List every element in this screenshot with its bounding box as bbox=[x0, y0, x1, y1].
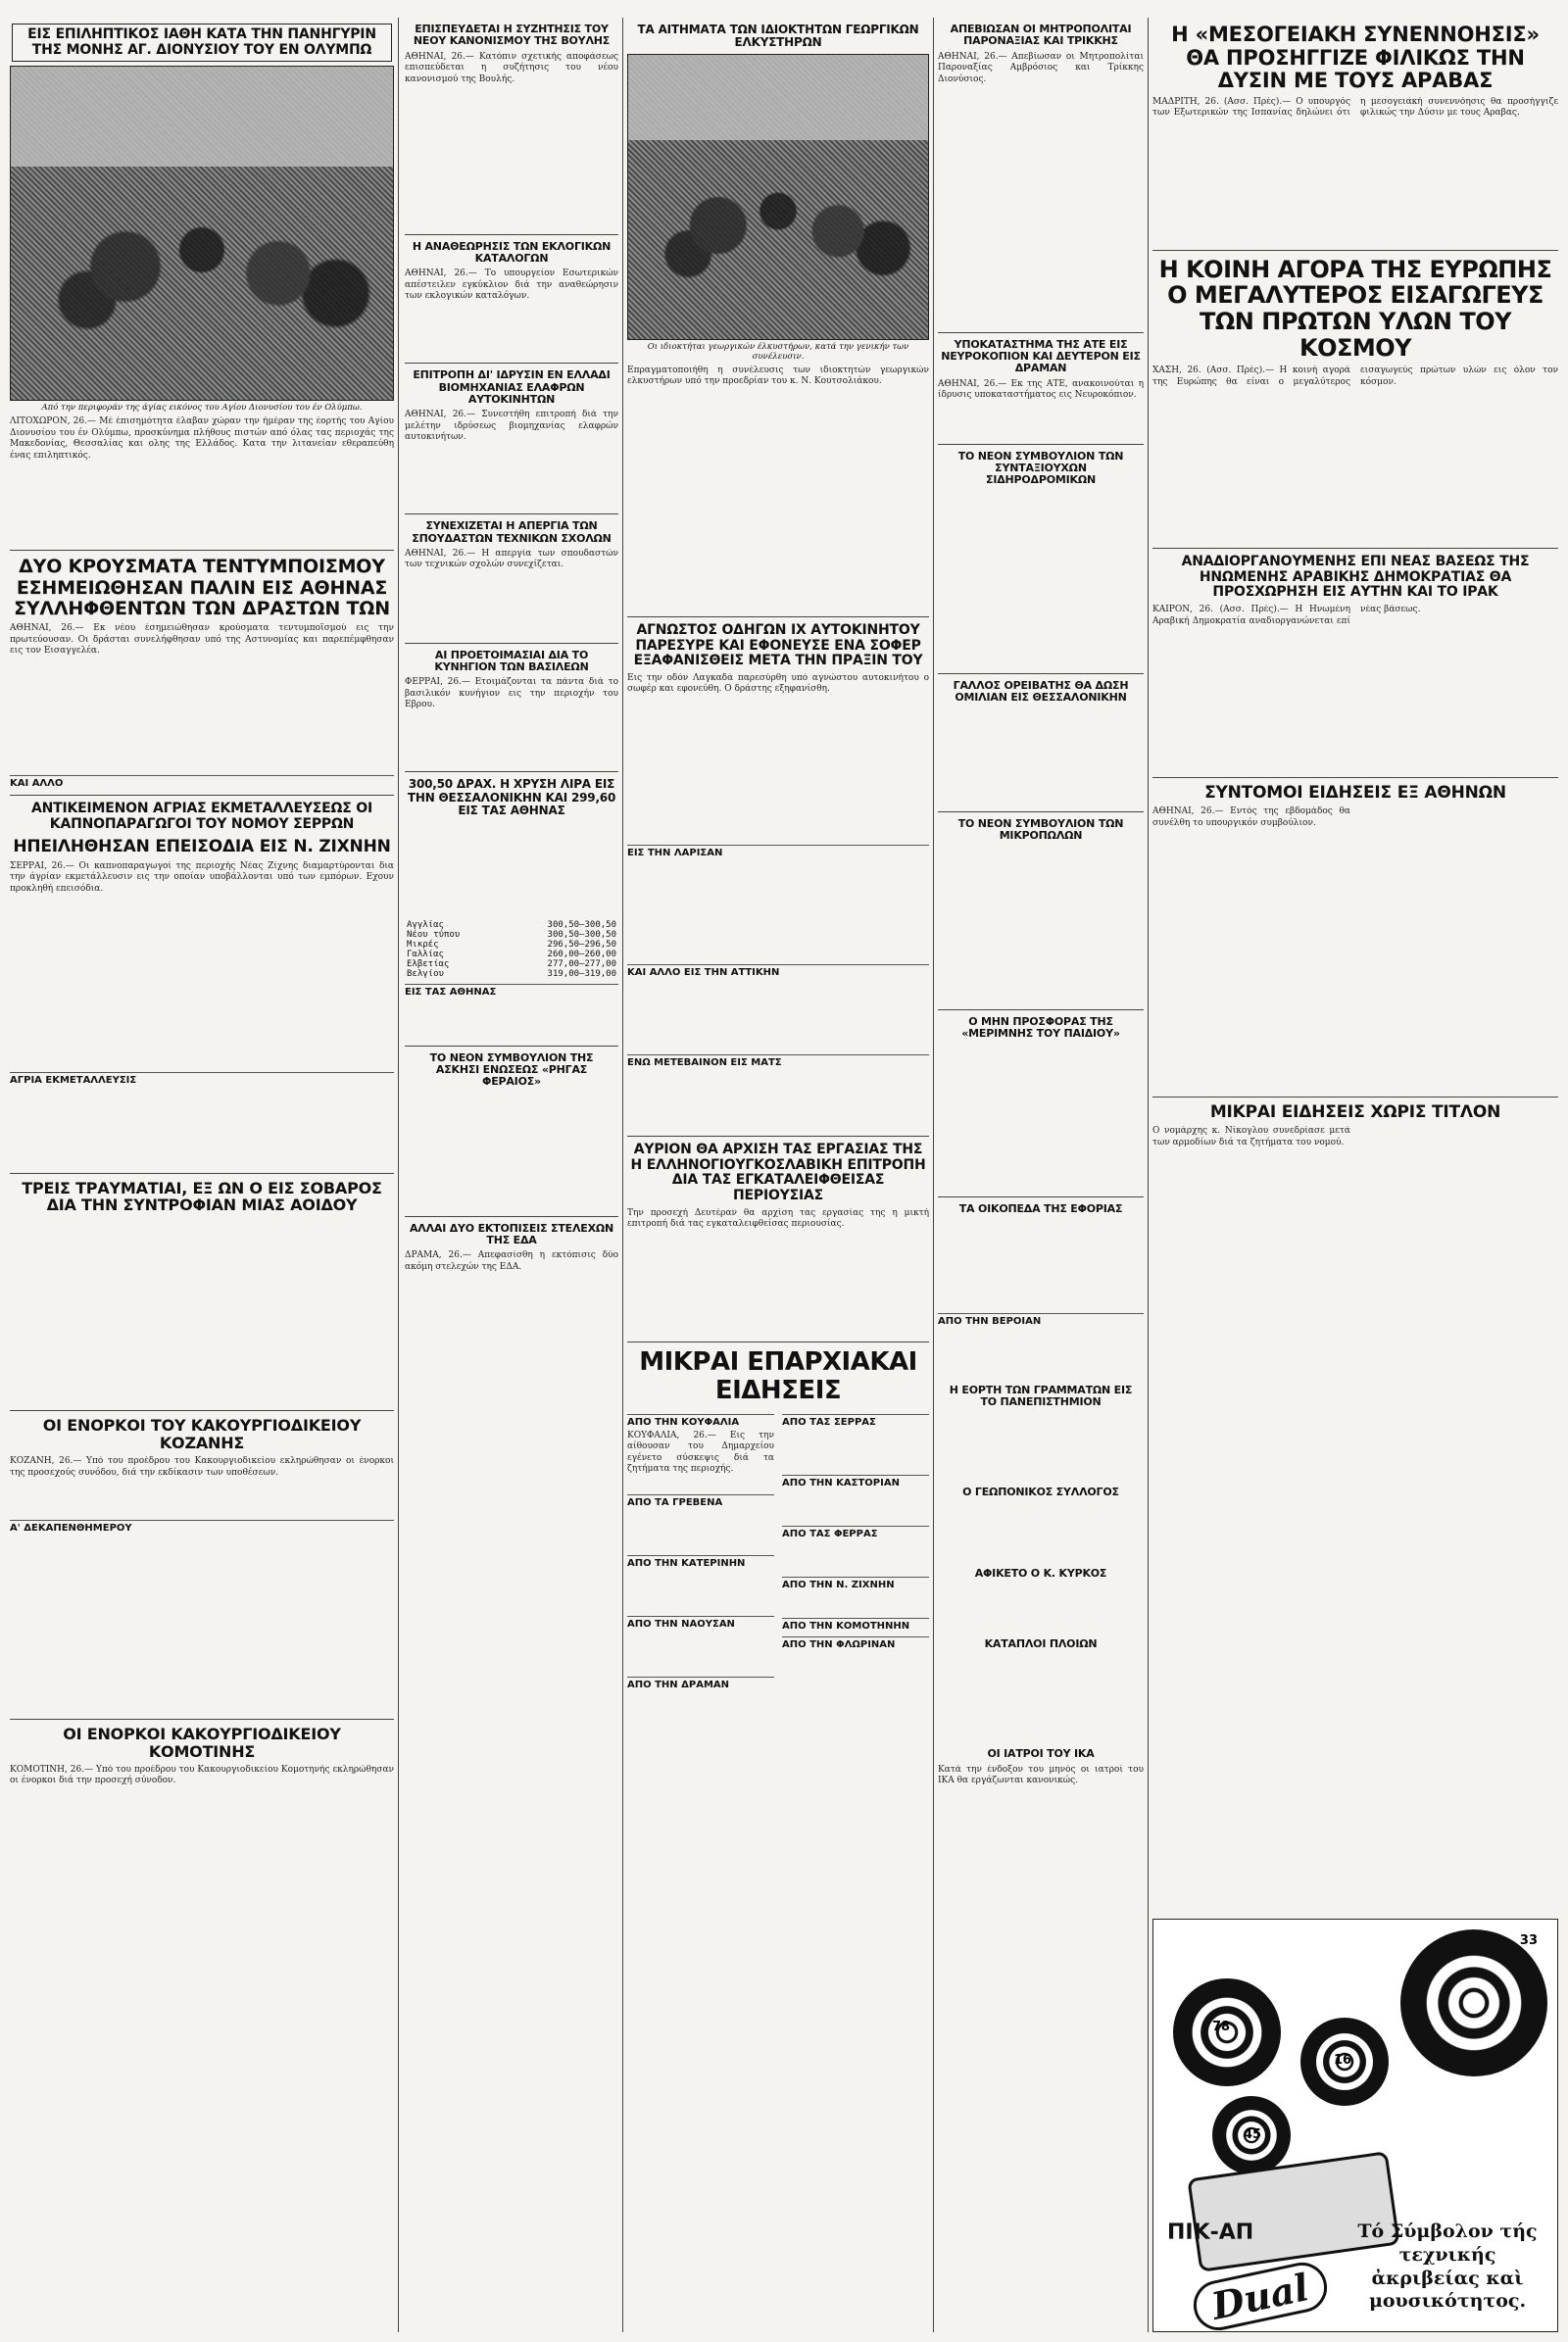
article-body: ΧΑΣΗ, 26. (Ασσ. Πρές).— Η κοινή αγορά της Ευρώπης θα είναι ο μεγαλύτερος εισαγωγεύς πρώτων υλών εις όλον τον κόσμον. bbox=[1152, 366, 1558, 387]
article-body: ΑΘΗΝΑΙ, 26.— Απεβίωσαν οι Μητροπολίται Παροναξίας Αμβρόσιος και Τρίκκης Διονύσιος. bbox=[938, 51, 1144, 84]
article-body bbox=[938, 1412, 1144, 1481]
article-body bbox=[10, 1218, 394, 1404]
headline-kyrkos: ΑΦΙΚΕΤΟ Ο Κ. ΚΥΡΚΟΣ bbox=[974, 1566, 1107, 1580]
article-body bbox=[10, 1537, 394, 1713]
column-rule bbox=[622, 18, 623, 2332]
price-row: Γαλλίας 260,00—260,00 bbox=[407, 949, 616, 959]
article-body: ΦΕΡΡΑΙ, 26.— Ετοιμάζονται τα πάντα διά το βασιλικόν κυνήγιον εις την περιοχήν του Εβρου. bbox=[405, 677, 618, 710]
article-body: ΑΘΗΝΑΙ, 26.— Κατόπιν σχετικής αποφάσεως επισπεύδεται η συζήτησις του νέου κανονισμού της Βουλής. bbox=[405, 51, 618, 84]
article-body bbox=[938, 1584, 1144, 1633]
article-body bbox=[938, 847, 1144, 1003]
article-body bbox=[627, 861, 929, 959]
article-body: ΚΟΥΦΑΛΙΑ, 26.— Εις την αίθουσαν του Δημαρχείου εγένετο σύσκεψις διά τα ζητήματα της περιοχής. bbox=[627, 1430, 774, 1475]
headline-rigas: ΤΟ ΝΕΟΝ ΣΥΜΒΟΥΛΙΟΝ ΤΗΣ ΑΣΚΗΣΙ ΕΝΩΣΕΩΣ «ΡΗΓΑΣ ΦΕΡΑΙΟΣ» bbox=[429, 1050, 594, 1089]
article-body bbox=[782, 1542, 929, 1572]
headline-agronomists: Ο ΓΕΩΠΟΝΙΚΟΣ ΣΥΛΛΟΓΟΣ bbox=[962, 1486, 1119, 1499]
subhead: ΑΠΟ ΤΗΝ ΦΛΩΡΙΝΑΝ bbox=[782, 1636, 929, 1650]
article-body bbox=[405, 822, 618, 920]
column-5 bbox=[1152, 18, 1558, 2332]
article-body: ΑΘΗΝΑΙ, 26.— Εντός της εβδομάδος θα συνέλθη το υπουργικόν συμβούλιον. bbox=[1152, 806, 1350, 828]
article-body bbox=[938, 1044, 1144, 1191]
column-3 bbox=[627, 18, 929, 2332]
photo-caption: Από την περιφοράν της άγίας εικόνος του Αγίου Διονυσίου του έν Ολύμπω. bbox=[41, 403, 363, 414]
headline-metropolitans: ΑΠΕΒΙΩΣΑΝ ΟΙ ΜΗΤΡΟΠΟΛΙΤΑΙ ΠΑΡΟΝΑΞΙΑΣ ΚΑΙ ΤΡΙΚΚΗΣ bbox=[950, 23, 1132, 48]
article-body: ΚΟΖΑΝΗ, 26.— Υπό του προέδρου του Κακουργιοδικείου εκληρώθησαν οι ένορκοι της προσεχούς συνόδου, διά την εκδίκασιν των υποθέσεων. bbox=[10, 1456, 394, 1478]
subhead: ΑΠΟ ΤΗΝ Ν. ΖΙΧΝΗΝ bbox=[782, 1577, 929, 1590]
article-body bbox=[938, 1503, 1144, 1562]
headline-child-care: Ο ΜΗΝ ΠΡΟΣΦΟΡΑΣ ΤΗΣ «ΜΕΡΙΜΝΗΣ ΤΟΥ ΠΑΙΔΙΟΥ» bbox=[961, 1014, 1120, 1041]
speed-label: 45 bbox=[1244, 2127, 1262, 2142]
headline-hunt: ΑΙ ΠΡΟΕΤΟΙΜΑΣΙΑΙ ΔΙΑ ΤΟ ΚΥΝΗΓΙΟΝ ΤΩΝ ΒΑΣΙΛΕΩΝ bbox=[434, 648, 589, 674]
column-rule bbox=[1148, 18, 1149, 2332]
column-1 bbox=[10, 18, 394, 2332]
subhead: ΑΠΟ ΤΗΝ ΚΟΜΟΤΗΝΗΝ bbox=[782, 1618, 929, 1632]
article-body bbox=[938, 1220, 1144, 1308]
price-row: Αγγλίας 300,50—300,50 bbox=[407, 919, 616, 930]
speed-label: 33 bbox=[1519, 1933, 1538, 1948]
headline-athens-briefs: ΣΥΝΤΟΜΟΙ ΕΙΔΗΣΕΙΣ ΕΞ ΑΘΗΝΩΝ bbox=[1204, 783, 1506, 804]
article-body: Ο νομάρχης κ. Νίκογλου συνεδρίασε μετά των αρμοδίων διά τα ζητήματα του νομού. bbox=[1152, 1126, 1350, 1147]
headline-zichni: ΗΠΕΙΛΗΘΗΣΑΝ ΕΠΕΙΣΟΔΙΑ ΕΙΣ Ν. ΖΙΧΝΗΝ bbox=[13, 837, 391, 857]
record-disc-icon bbox=[1400, 1929, 1547, 2076]
column-rule bbox=[398, 18, 399, 2332]
column-2 bbox=[405, 18, 618, 2332]
headline-retailers: ΤΟ ΝΕΟΝ ΣΥΜΒΟΥΛΙΟΝ ΤΩΝ ΜΙΚΡΟΠΩΛΩΝ bbox=[957, 817, 1124, 843]
headline-eda: ΑΛΛΑΙ ΔΥΟ ΕΚΤΟΠΙΣΕΙΣ ΣΤΕΛΕΧΩΝ ΤΗΣ ΕΔΑ bbox=[409, 1221, 614, 1246]
headline-ship-arrivals: ΚΑΤΑΠΛΟΙ ΠΛΟΙΩΝ bbox=[984, 1636, 1098, 1650]
column-rule bbox=[933, 18, 934, 2332]
headline-cars: ΕΠΙΤΡΟΠΗ ΔΙ' ΙΔΡΥΣΙΝ ΕΝ ΕΛΛΑΔΙ ΒΙΟΜΗΧΑΝΙΑΣ ΕΛΑΦΡΩΝ ΑΥΤΟΚΙΝΗΤΩΝ bbox=[413, 368, 611, 406]
headline-railway-pensioners: ΤΟ ΝΕΟΝ ΣΥΜΒΟΥΛΙΟΝ ΤΩΝ ΣΥΝΤΑΞΙΟΥΧΩΝ ΣΙΔΗΡΟΔΡΟΜΙΚΩΝ bbox=[957, 449, 1124, 487]
subhead: ΚΑΙ ΑΛΛΟ ΕΙΣ ΤΗΝ ΑΤΤΙΚΗΝ bbox=[627, 964, 929, 978]
subhead: ΑΠΟ ΤΗΝ ΒΕΡΟΙΑΝ bbox=[938, 1313, 1144, 1327]
headline-parliament: ΕΠΙΣΠΕΥΔΕΤΑΙ Η ΣΥΖΗΤΗΣΙΣ ΤΟΥ ΝΕΟΥ ΚΑΝΟΝΙΣΜΟΥ ΤΗΣ ΒΟΥΛΗΣ bbox=[413, 23, 611, 48]
article-body bbox=[782, 1593, 929, 1613]
article-body: ΚΑΪΡΟΝ, 26. (Ασσ. Πρές).— Η Ηνωμένη Αραβική Δημοκρατία αναδιοργανώνεται επί νέας βάσεως. bbox=[1152, 605, 1421, 626]
article-body: ΑΘΗΝΑΙ, 26.— Συνεστήθη επιτροπή διά την μελέτην ιδρύσεως βιομηχανίας ελαφρών αυτοκινήτων. bbox=[405, 410, 618, 443]
article-body: ΑΘΗΝΑΙ, 26.— Το υπουργείον Εσωτερικών απέστειλεν εγκύκλιον διά την αναθεώρησιν των εκλογικών καταλόγων. bbox=[405, 268, 618, 302]
headline-injured: ΤΡΕΙΣ ΤΡΑΥΜΑΤΙΑΙ, ΕΞ ΩΝ Ο ΕΙΣ ΣΟΒΑΡΟΣ ΔΙΑ ΤΗΝ ΣΥΝΤΡΟΦΙΑΝ ΜΙΑΣ ΑΟΙΔΟΥ bbox=[22, 1178, 382, 1215]
subhead: ΑΠΟ ΤΗΝ ΔΡΑΜΑΝ bbox=[627, 1677, 774, 1690]
column-4 bbox=[938, 18, 1144, 2332]
subhead: ΑΠΟ ΤΗΝ ΚΟΥΦΑΛΙΑ bbox=[627, 1414, 774, 1428]
subhead: ΑΠΟ ΤΗΝ ΚΑΣΤΟΡΙΑΝ bbox=[782, 1475, 929, 1488]
headline-gold: 300,50 ΔΡΑΧ. Η ΧΡΥΣΗ ΛΙΡΑ ΕΙΣ ΤΗΝ ΘΕΣΣΑΛΟΝΙΚΗΝ ΚΑΙ 299,60 ΕΙΣ ΤΑΣ ΑΘΗΝΑΣ bbox=[407, 777, 616, 818]
subhead: ΕΝΩ ΜΕΤΕΒΑΙΝΟΝ ΕΙΣ ΜΑΤΣ bbox=[627, 1054, 929, 1068]
article-body bbox=[782, 1431, 929, 1470]
article-body: ΣΕΡΡΑΙ, 26.— Οι καπνοπαραγωγοί της περιοχής Νέας Ζίχνης διαμαρτύρονται δια την άγρίαν εκμετάλλευσιν εις την οποίαν υποβάλλονται υπό των εμπόρων. Εχουν προκληθή επεισόδια. bbox=[10, 860, 394, 894]
article-body: Κατά την ένδοξον του μηνός οι ιατροί του ΙΚΑ θα εργάζωνται κανονικώς. bbox=[938, 1764, 1144, 1786]
subhead: ΑΠΟ ΤΑ ΓΡΕΒΕΝΑ bbox=[627, 1494, 774, 1508]
article-body: ΛΙΤΟΧΩΡΟΝ, 26.— Μέ έπισημότητα έλαβαν χώραν την ήμέραν της έορτής του Αγίου Διονυσίου του έν Ολύμπω, προσκύνημα πλήθους πιστών από όλας τας περιοχάς της Μακεδονίας, Θεσσαλίας και ολης της Ελλάδος. Κατα την λιτανείαν εθεραπεύθη ένας επιληπτικός. bbox=[10, 416, 394, 461]
article-body bbox=[627, 1511, 774, 1550]
ad-product-name: ΠΙΚ-ΑΠ bbox=[1167, 2220, 1254, 2245]
headline-tractors: ΤΑ ΑΙΤΗΜΑΤΑ ΤΩΝ ΙΔΙΟΚΤΗΤΩΝ ΓΕΩΡΓΙΚΩΝ ΕΛΚΥΣΤΗΡΩΝ bbox=[637, 23, 919, 50]
article-body bbox=[627, 1633, 774, 1672]
article-body bbox=[938, 491, 1144, 667]
article-body bbox=[10, 1089, 394, 1167]
article-body: Την προσεχή Δευτέραν θα αρχίση τας εργασίας της η μικτή επιτροπή διά τας εγκαταλειφθείσας περιουσίας. bbox=[627, 1207, 929, 1230]
headline-ate: ΥΠΟΚΑΤΑΣΤΗΜΑ ΤΗΣ ΑΤΕ ΕΙΣ ΝΕΥΡΟΚΟΠΙΟΝ ΚΑΙ ΔΕΥΤΕΡΟΝ ΕΙΣ ΔΡΑΜΑΝ bbox=[941, 337, 1141, 375]
price-row: Ελβετίας 277,00—277,00 bbox=[407, 958, 616, 969]
headline-mediterranean: Η «ΜΕΣΟΓΕΙΑΚΗ ΣΥΝΕΝΝΟΗΣΙΣ» ΘΑ ΠΡΟΣΗΓΓΙΖΕ ΦΙΛΙΚΩΣ ΤΗΝ ΔΥΣΙΝ ΜΕ ΤΟΥΣ ΑΡΑΒΑΣ bbox=[1171, 23, 1540, 93]
article-body bbox=[405, 1000, 618, 1040]
ad-tagline: Τό Σύμβολον τής τεχνικής ἀκριβείας καὶ μουσικότητος. bbox=[1357, 2220, 1538, 2313]
speed-label: 78 bbox=[1212, 2020, 1231, 2034]
article-body: ΑΘΗΝΑΙ, 26.— Εκ νέου έσημειώθησαν κρούσματα τεντυμποϊσμού εις την πρωτεύουσαν. Οι δράσται συνελήφθησαν υπό της Αστυνομίας και παρεπέμφθησαν εις τον Εισαγγελέα. bbox=[10, 623, 394, 657]
subhead: ΑΠΟ ΤΗΝ ΚΑΤΕΡΙΝΗΝ bbox=[627, 1555, 774, 1569]
article-body: ΑΘΗΝΑΙ, 26.— Εκ της ΑΤΕ, ανακοινούται η ίδρυσις υποκαταστήματος εις Νευροκόπιον. bbox=[938, 378, 1144, 401]
article-body: ΜΑΔΡΙΤΗ, 26. (Ασσ. Πρές).— Ο υπουργός των Εξωτερικών της Ισπανίας δηλώνει ότι η μεσογειακή συνεννόησις θα προσήγγιζε φιλικώς την Δύσιν με τους Αραβας. bbox=[1152, 96, 1558, 119]
article-body bbox=[938, 707, 1144, 805]
headline-ika-doctors: ΟΙ ΙΑΤΡΟΙ ΤΟΥ ΙΚΑ bbox=[987, 1747, 1095, 1761]
headline-teddyboys: ΔΥΟ ΚΡΟΥΣΜΑΤΑ ΤΕΝΤΥΜΠΟΙΣΜΟΥ ΕΣΗΜΕΙΩΘΗΣΑΝ ΠΑΛΙΝ ΕΙΣ ΑΘΗΝΑΣ ΣΥΛΛΗΦΘΕΝΤΩΝ ΤΩΝ ΔΡΑΣΤΩΝ ΤΩΝ bbox=[14, 556, 390, 619]
article-body bbox=[405, 1093, 618, 1210]
price-row: Βελγίου 319,00—319,00 bbox=[407, 968, 616, 979]
speed-label: 16 bbox=[1334, 2053, 1352, 2068]
headline-jurors-kozani: ΟΙ ΕΝΟΡΚΟΙ ΤΟΥ ΚΑΚΟΥΡΓΙΟΔΙΚΕΙΟΥ ΚΟΖΑΝΗΣ bbox=[42, 1416, 362, 1453]
headline-hit-and-run: ΑΓΝΩΣΤΟΣ ΟΔΗΓΩΝ ΙΧ ΑΥΤΟΚΙΝΗΤΟΥ ΠΑΡΕΣΥΡΕ ΚΑΙ ΕΦΟΝΕΥΣΕ ΕΝΑ ΣΟΦΕΡ ΕΞΑΦΑΝΙΣΘΕΙΣ ΜΕΤΑ ΤΗΝ ΠΡΑΞΙΝ ΤΟΥ bbox=[633, 621, 923, 669]
photo-tractor-owners bbox=[627, 54, 929, 340]
article-body: Επραγματοποιήθη η συνέλευσις των ιδιοκτητών γεωργικών ελκυστήρων υπό την προεδρίαν του κ. Ν. Κουτσολιάκου. bbox=[627, 365, 929, 387]
article-body bbox=[938, 1654, 1144, 1742]
subhead: ΑΓΡΙΑ ΕΚΜΕΤΑΛΛΕΥΣΙΣ bbox=[10, 1072, 394, 1086]
subhead: ΑΠΟ ΤΑΣ ΦΕΡΡΑΣ bbox=[782, 1526, 929, 1539]
headline-monastery: ΕΙΣ ΕΠΙΛΗΠΤΙΚΟΣ ΙΑΘΗ ΚΑΤΑ ΤΗΝ ΠΑΝΗΓΥΡΙΝ ΤΗΣ ΜΟΝΗΣ ΑΓ. ΔΙΟΝΥΣΙΟΥ ΤΟΥ ΕΝ ΟΛΥΜΠΩ bbox=[12, 24, 392, 62]
headline-tobacco: ΑΝΤΙΚΕΙΜΕΝΟΝ ΑΓΡΙΑΣ ΕΚΜΕΤΑΛΛΕΥΣΕΩΣ ΟΙ ΚΑΠΝΟΠΑΡΑΓΩΓΟΙ ΤΟΥ ΝΟΜΟΥ ΣΕΡΡΩΝ bbox=[31, 801, 372, 832]
subhead: ΚΑΙ ΑΛΛΟ bbox=[10, 775, 394, 789]
headline-letters-feast: Η ΕΟΡΤΗ ΤΩΝ ΓΡΑΜΜΑΤΩΝ ΕΙΣ ΤΟ ΠΑΝΕΠΙΣΤΗΜΙΟΝ bbox=[949, 1383, 1133, 1408]
headline-plots: ΤΑ ΟΙΚΟΠΕΔΑ ΤΗΣ ΕΦΟΡΙΑΣ bbox=[958, 1202, 1123, 1216]
article-body bbox=[938, 1330, 1144, 1379]
headline-untitled-briefs: ΜΙΚΡΑΙ ΕΙΔΗΣΕΙΣ ΧΩΡΙΣ ΤΙΤΛΟΝ bbox=[1209, 1102, 1501, 1123]
article-body: ΔΡΑΜΑ, 26.— Απεφασίσθη η εκτόπισις δύο ακόμη στελεχών της ΕΔΑ. bbox=[405, 1250, 618, 1272]
article-body: ΚΟΜΟΤΙΝΗ, 26.— Υπό του προέδρου του Κακουργιοδικείου Κομοτηνής εκληρώθησαν οι ένορκοι διά την προσεχή σύνοδον. bbox=[10, 1764, 394, 1786]
subhead: ΕΙΣ ΤΑΣ ΑΘΗΝΑΣ bbox=[405, 984, 618, 998]
headline-common-market: Η ΚΟΙΝΗ ΑΓΟΡΑ ΤΗΣ ΕΥΡΩΠΗΣ Ο ΜΕΓΑΛΥΤΕΡΟΣ ΕΙΣΑΓΩΓΕΥΣ ΤΩΝ ΠΡΩΤΩΝ ΥΛΩΝ ΤΟΥ ΚΟΣΜΟΥ bbox=[1158, 255, 1552, 363]
photo-procession bbox=[10, 66, 394, 401]
dual-logo: Dual bbox=[1189, 2258, 1331, 2332]
article-body bbox=[627, 981, 929, 1049]
headline-electoral: Η ΑΝΑΘΕΩΡΗΣΙΣ ΤΩΝ ΕΚΛΟΓΙΚΩΝ ΚΑΤΑΛΟΓΩΝ bbox=[412, 239, 612, 265]
article-body: Εις την οδόν Λαγκαδά παρεσύρθη υπό αγνώστου αυτοκινήτου ο σωφέρ και εφονεύθη. Ο δράστης εξηφανίσθη. bbox=[627, 672, 929, 695]
subhead: ΑΠΟ ΤΑΣ ΣΕΡΡΑΣ bbox=[782, 1414, 929, 1428]
article-body bbox=[627, 1572, 774, 1611]
headline-jurors-komotini: ΟΙ ΕΝΟΡΚΟΙ ΚΑΚΟΥΡΓΙΟΔΙΚΕΙΟΥ ΚΟΜΟΤΙΝΗΣ bbox=[63, 1725, 341, 1762]
subhead: ΕΙΣ ΤΗΝ ΛΑΡΙΣΑΝ bbox=[627, 845, 929, 858]
article-body: ΑΘΗΝΑΙ, 26.— Η απεργία των σπουδαστών των τεχνικών σχολών συνεχίζεται. bbox=[405, 548, 618, 570]
price-row: Μικρές 296,50—296,50 bbox=[407, 939, 616, 950]
headline-climber: ΓΑΛΛΟΣ ΟΡΕΙΒΑΤΗΣ ΘΑ ΔΩΣΗ ΟΜΙΛΙΑΝ ΕΙΣ ΘΕΣΣΑΛΟΝΙΚΗΝ bbox=[953, 678, 1129, 704]
price-row: Νέου τύπου 300,50—300,50 bbox=[407, 929, 616, 940]
headline-provincial: ΜΙΚΡΑΙ ΕΠΑΡΧΙΑΚΑΙ ΕΙΔΗΣΕΙΣ bbox=[639, 1346, 917, 1405]
article-body bbox=[627, 1071, 929, 1130]
subhead: ΑΠΟ ΤΗΝ ΝΑΟΥΣΑΝ bbox=[627, 1616, 774, 1630]
price-table bbox=[405, 920, 618, 979]
headline-strike: ΣΥΝΕΧΙΖΕΤΑΙ Η ΑΠΕΡΓΙΑ ΤΩΝ ΣΠΟΥΔΑΣΤΩΝ ΤΕΧΝΙΚΩΝ ΣΧΟΛΩΝ bbox=[412, 519, 612, 545]
subhead: Α' ΔΕΚΑΠΕΝΘΗΜΕΡΟΥ bbox=[10, 1520, 394, 1534]
headline-commission: ΑΥΡΙΟΝ ΘΑ ΑΡΧΙΣΗ ΤΑΣ ΕΡΓΑΣΙΑΣ ΤΗΣ Η ΕΛΛΗΝΟΓΙΟΥΓΚΟΣΛΑΒΙΚΗ ΕΠΙΤΡΟΠΗ ΔΙΑ ΤΑΣ ΕΓΚΑΤΑΛΕΙΦΘΕΙΣΑΣ ΠΕΡΙΟΥΣΙΑΣ bbox=[630, 1141, 926, 1203]
photo-caption: Οι ιδιοκτήται γεωργικών έλκυστήρων, κατά την γενικήν των συνέλευσιν. bbox=[647, 341, 909, 362]
headline-uar: ΑΝΑΔΙΟΡΓΑΝΟΥΜΕΝΗΣ ΕΠΙ ΝΕΑΣ ΒΑΣΕΩΣ ΤΗΣ ΗΝΩΜΕΝΗΣ ΑΡΑΒΙΚΗΣ ΔΗΜΟΚΡΑΤΙΑΣ ΘΑ ΠΡΟΣΧΩΡΗΣΗ ΕΙΣ ΑΥΤΗΝ ΚΑΙ ΤΟ ΙΡΑΚ bbox=[1181, 554, 1530, 601]
turntable-advertisement bbox=[1152, 1919, 1558, 2332]
article-body bbox=[782, 1491, 929, 1521]
